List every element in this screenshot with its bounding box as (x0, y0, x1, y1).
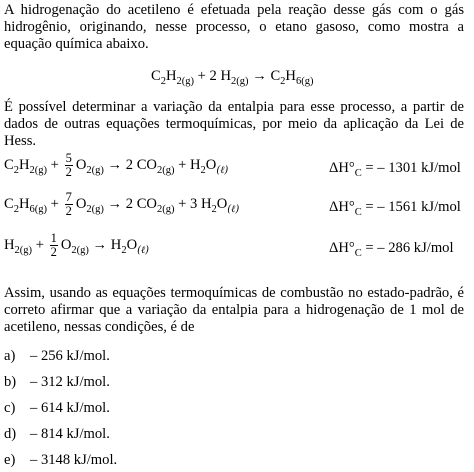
option-letter: d) (4, 426, 17, 442)
option-letter: c) (4, 400, 16, 416)
intro-paragraph: A hidrogenação do acetileno é efetuada pela reação desse gás com o gás hidrogênio, originando, nesse processo, o etano gasoso, como mostra a equação química abaixo. (4, 2, 464, 53)
question-paragraph: Assim, usando as equações termoquímicas de combustão no estado-padrão, é correto afirmar que a variação da entalpia para a hidrogenação de 1 mol de acetileno, nessas condições, é de (4, 285, 464, 336)
option-d[interactable] (4, 426, 110, 443)
fraction: $\frac{1}{2}$ (50, 231, 57, 259)
enthalpy-value-2: $\Delta H^\circ_C$ = – 1561 kJ/mol (329, 199, 461, 218)
option-text: – 814 kJ/mol. (30, 426, 110, 442)
thermo-equation-1: $C_2H_{2(g)}$ + $\frac{5}{2}$ $O_{2(g)} \to 2$ $CO_{2(g)} + H_2O_{(\ell)}$ (4, 151, 229, 179)
option-letter: b) (4, 374, 17, 390)
fraction: $\frac{5}{2}$ (65, 151, 72, 179)
option-text: – 3148 kJ/mol. (30, 452, 118, 468)
option-c[interactable] (4, 400, 110, 417)
main-equation: $C_2H_{2(g)} + 2$ $H_{2(g)} \to C_2H_{6(g)}$ (151, 68, 314, 87)
option-a[interactable] (4, 348, 110, 365)
thermo-equation-3: $H_{2(g)}$ + $\frac{1}{2}$ $O_{2(g)} \to H_2O_{(\ell)}$ (4, 231, 150, 259)
enthalpy-value-3: $\Delta H^\circ_C$ = – 286 kJ/mol (329, 240, 454, 259)
option-letter: a) (4, 348, 16, 364)
option-text: – 312 kJ/mol. (30, 374, 110, 390)
hess-paragraph: É possível determinar a variação da entalpia para esse processo, a partir de dados de outras equações termoquímicas, por meio da aplicação da Lei de Hess. (4, 99, 464, 150)
thermo-equation-2: $C_2H_{6(g)}$ + $\frac{7}{2}$ $O_{2(g)} \to 2$ $CO_{2(g)} + 3$ $H_2O_{(\ell)}$ (4, 190, 240, 218)
option-letter: e) (4, 452, 16, 468)
option-e[interactable] (4, 452, 117, 469)
option-text: – 256 kJ/mol. (30, 348, 110, 364)
fraction: $\frac{7}{2}$ (65, 190, 72, 218)
option-text: – 614 kJ/mol. (30, 400, 110, 416)
option-b[interactable] (4, 374, 110, 391)
enthalpy-value-1: $\Delta H^\circ_C$ = – 1301 kJ/mol (329, 160, 461, 179)
